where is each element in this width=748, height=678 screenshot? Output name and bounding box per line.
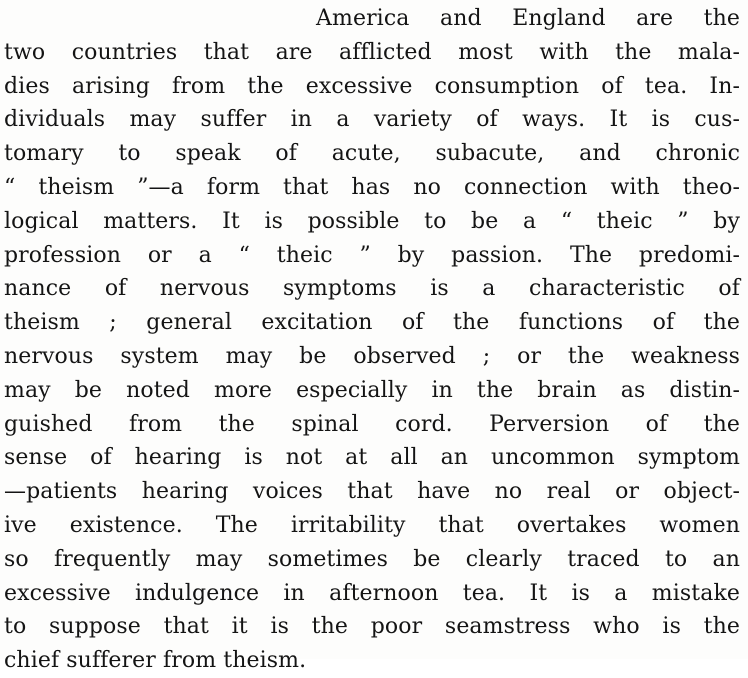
paragraph-line-4: dividuals may suffer in a variety of ways. It is cus- [4, 107, 740, 133]
paragraph-line-9: nance of nervous symptoms is a characteristic of [4, 276, 740, 302]
paragraph-line-5: tomary to speak of acute, subacute, and chronic [4, 141, 740, 167]
paragraph-line-20: chief sufferer from theism. [4, 648, 307, 674]
paragraph-line-14: sense of hearing is not at all an uncommon symptom [4, 445, 740, 471]
paragraph-line-3: dies arising from the excessive consumption of tea. In- [4, 73, 740, 99]
paragraph-line-19: to suppose that it is the poor seamstress who is the [4, 614, 740, 640]
paragraph-line-13: guished from the spinal cord. Perversion of the [4, 411, 740, 437]
body-paragraph [4, 2, 740, 678]
paragraph-line-2: two countries that are afflicted most with the mala- [4, 39, 740, 65]
paragraph-line-7: logical matters. It is possible to be a “ theic ” by [4, 208, 740, 234]
paragraph-line-17: so frequently may sometimes be clearly traced to an [4, 546, 740, 572]
paragraph-line-16: ive existence. The irritability that overtakes women [4, 512, 740, 538]
paragraph-line-1: America and England are the [316, 6, 740, 31]
paragraph-line-11: nervous system may be observed ; or the weakness [4, 343, 740, 369]
paragraph-line-12: may be noted more especially in the brain as distin- [4, 377, 740, 403]
paragraph-line-8: profession or a “ theic ” by passion. The predomi- [4, 242, 740, 268]
paragraph-line-18: excessive indulgence in afternoon tea. It is a mistake [4, 580, 740, 606]
paragraph-line-15: —patients hearing voices that have no real or object- [4, 479, 740, 505]
paragraph-line-10: theism ; general excitation of the functions of the [4, 310, 740, 336]
paragraph-line-6: “ theism ”—a form that has no connection with theo- [4, 174, 740, 200]
